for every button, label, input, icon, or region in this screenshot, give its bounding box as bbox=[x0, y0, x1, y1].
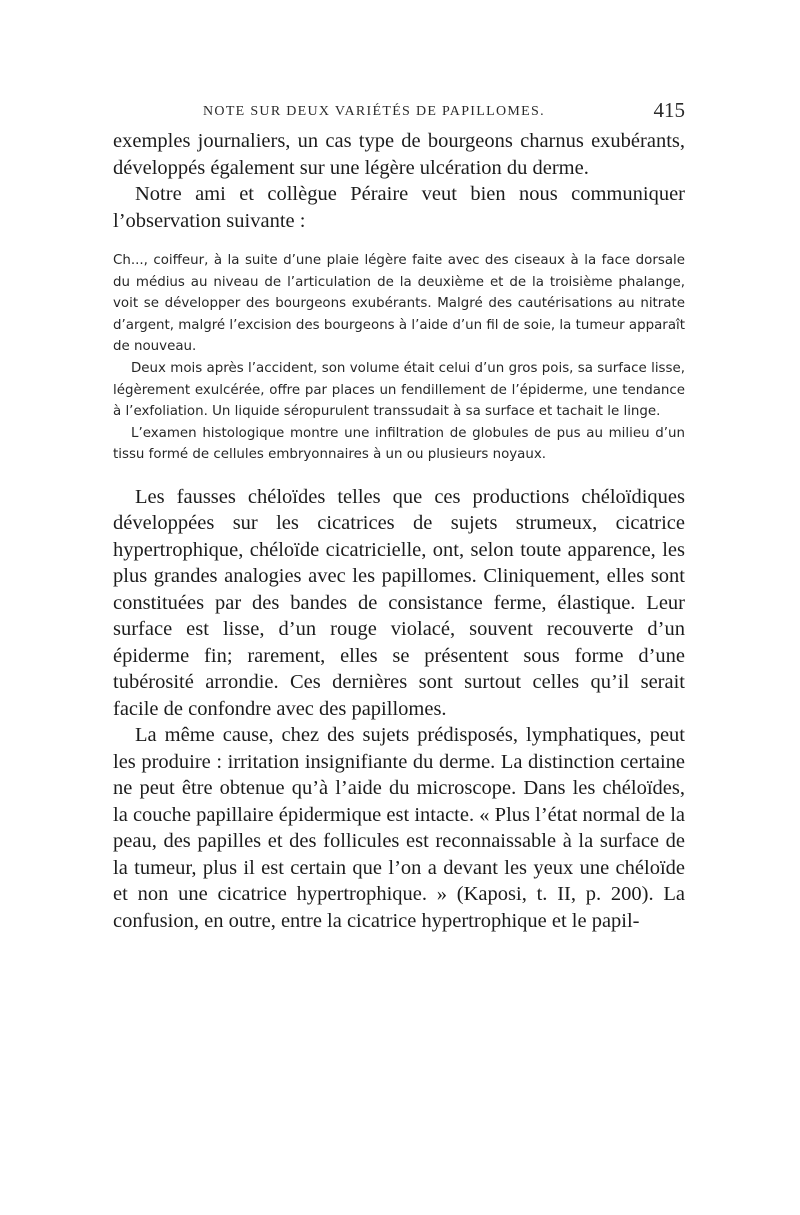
observation-paragraph-histology: L’examen histologique montre une infiltration de globules de pus au milieu d’un tissu formé de cellules embryonnaires à un ou plusieurs noyaux. bbox=[113, 425, 685, 463]
running-title: NOTE SUR DEUX VARIÉTÉS DE PAPILLOMES. bbox=[203, 104, 545, 119]
page-number: 415 bbox=[653, 98, 685, 122]
spacer bbox=[113, 234, 685, 250]
paragraph-false-keloids: Les fausses chéloïdes telles que ces productions chéloïdiques développées sur les cicatrices de sujets strumeux, cicatrice hypertrophique, chéloïde cicatricielle, ont, selon toute apparence, les plus grandes analogies avec les papillomes. Cliniquement, elles sont constituées par des bandes de consistance ferme, élastique. Leur surface est lisse, d’un rouge violacé, souvent recouverte d’un épiderme fin; rarement, elles se présentent sous forme d’une tubérosité arrondie. Ces dernières sont surtout celles qu’il serait facile de confondre avec des papillomes. bbox=[113, 485, 685, 720]
observation-paragraph-evolution: Deux mois après l’accident, son volume était celui d’un gros pois, sa surface lisse, légèrement exulcérée, offre par places un fendillement de l’épiderme, une tendance à l’exfoliation. Un liquide séropurulent transsudait à sa surface et tachait le linge. bbox=[113, 360, 685, 420]
paragraph-diagnosis: La même cause, chez des sujets prédisposés, lymphatiques, peut les produire : irritation insignifiante du derme. La distinction certaine ne peut être obtenue qu’à l’aide du microscope. Dans les chéloïdes, la couche papillaire épidermique est intacte. « Plus l’état normal de la peau, des papilles et des follicules est reconnaissable à la surface de la tumeur, plus il est certain que l’on a devant les yeux une chéloïde et non une cicatrice hypertrophique. » (Kaposi, t. II, p. 200). La confusion, en outre, entre la cicatrice hypertrophique et le papil- bbox=[113, 724, 685, 932]
paragraph-introduction: Notre ami et collègue Péraire veut bien nous communiquer l’observation suivante : bbox=[113, 183, 685, 232]
book-page bbox=[113, 98, 685, 934]
observation-paragraph-case: Ch..., coiffeur, à la suite d’une plaie légère faite avec des ciseaux à la face dorsale du médius au niveau de l’articulation de la deuxième et de la troisième phalange, voit se développer des bourgeons exubérants. Malgré des cautérisations au nitrate d’argent, malgré l’excision des bourgeons à l’aide d’un fil de soie, la tumeur apparaît de nouveau. bbox=[113, 253, 685, 355]
running-head bbox=[113, 98, 685, 128]
spacer bbox=[113, 466, 685, 484]
paragraph-continuation: exemples journaliers, un cas type de bourgeons charnus exubérants, développés également sur une légère ulcération du derme. bbox=[113, 130, 685, 179]
